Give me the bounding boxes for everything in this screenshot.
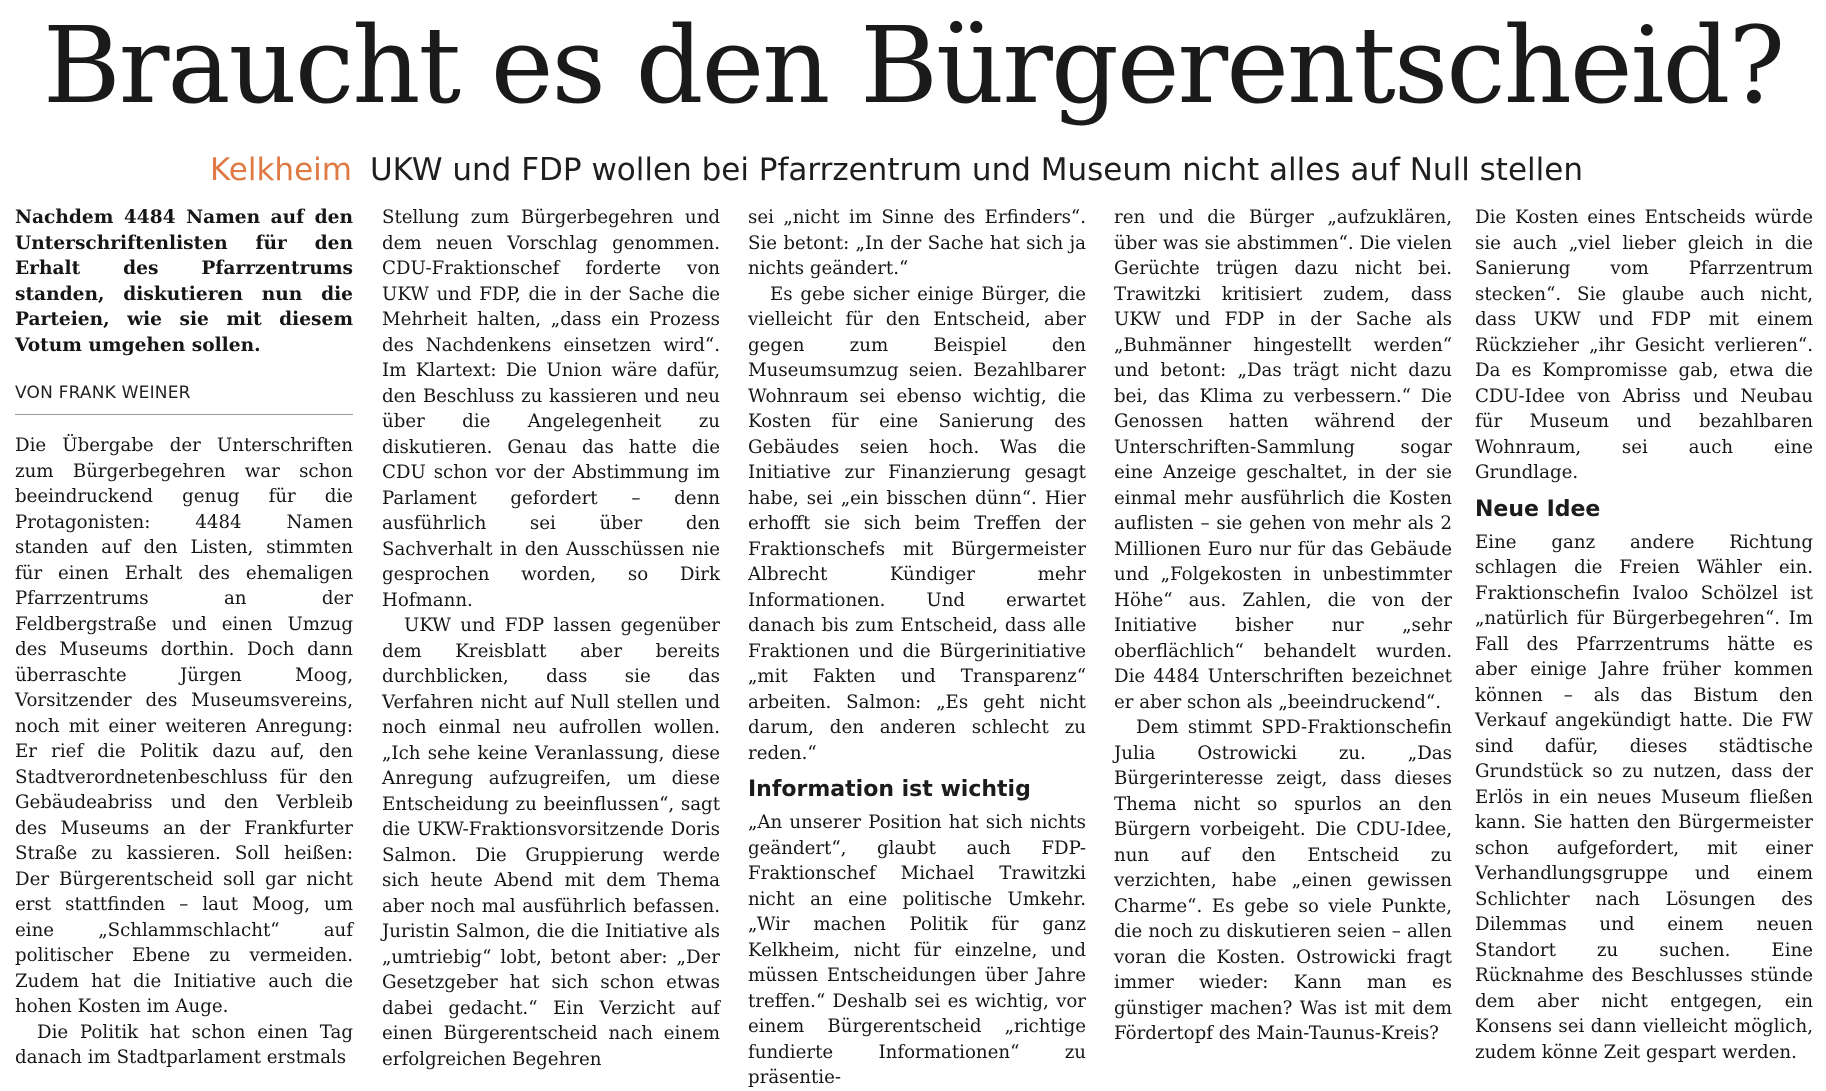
paragraph: Eine ganz andere Richtung schlagen die Freien Wähler ein. Fraktionschefin Ivaloo Schölzel ist „natürlich für Bürgerbegehren“. Im Fall des Pfarrzentrums hätte es aber einige Jahre früher kommen können – als das Bistum den Verkauf angekündigt hatte. Die FW sind dafür, dieses städtische Grundstück so zu nutzen, dass der Erlös in ein neues Museum fließen kann. Sie hatten den Bürgermeister schon aufgefordert, mit einer Verhandlungsgruppe und einem Schlichter nach Lösungen des Dilemmas und einem neuen Standort zu suchen. Eine Rücknahme des Beschlusses stünde dem aber nicht entgegen, ein Konsens sei dann vielleicht möglich, zudem könne Zeit gespart werden. — [1475, 531, 1813, 1063]
byline: VON FRANK WEINER — [15, 382, 353, 415]
subhead-neue-idee: Neue Idee — [1475, 496, 1601, 522]
column-3 — [748, 205, 1086, 1088]
paragraph: Die Übergabe der Unterschriften zum Bürgerbegehren war schon beeindruckend genug für die Protagonisten: 4484 Namen standen auf den Listen, stimmten für einen Erhalt des ehemaligen Pfarrzentrums an der Feldbergstraße und einen Umzug des Museums dorthin. Doch dann überraschte Jürgen Moog, Vorsitzender des Museumsvereins, noch mit einer weiteren Anregung: Er rief die Politik dazu auf, den Stadtverordnetenbeschluss für den Gebäudeabriss und den Verbleib des Museums an der Frankfurter Straße zu kassieren. Soll heißen: Der Bürgerentscheid soll gar nicht erst stattfinden – laut Moog, um eine „Schlammschlacht“ auf politischer Ebene zu vermeiden. Zudem hat die Initiative auch die hohen Kosten im Auge. — [15, 435, 353, 1017]
column-1 — [15, 205, 353, 1068]
paragraph: Die Kosten eines Entscheids würde sie auch „viel lieber gleich in die Sanierung vom Pfarrzentrum stecken“. Sie glaube auch nicht, dass UKW und FDP mit einem Rückzieher „ihr Gesicht verlieren“. Da es Kompromisse gab, etwa die CDU-Idee von Abriss und Neubau für Museum und bezahlbaren Wohnraum, sei auch eine Grundlage. — [1475, 207, 1813, 483]
paragraph: Stellung zum Bürgerbegehren und dem neuen Vorschlag genommen. CDU-Fraktionschef forderte von UKW und FDP, die in der Sache die Mehrheit halten, „dass ein Prozess des Nachdenkens einsetzen wird“. Im Klartext: Die Union wäre dafür, den Beschluss zu kassieren und neu über die Angelegenheit zu diskutieren. Genau das hatte die CDU schon vor der Abstimmung im Parlament gefordert – denn ausführlich sei über den Sachverhalt in den Ausschüssen nie gesprochen worden, so Dirk Hofmann. — [382, 207, 720, 611]
paragraph: sei „nicht im Sinne des Erfinders“. Sie betont: „In der Sache hat sich ja nichts geändert.“ — [748, 207, 1086, 279]
subheadline: UKW und FDP wollen bei Pfarrzentrum und Museum nicht alles auf Null stellen — [369, 152, 1583, 188]
paragraph: Die Politik hat schon einen Tag danach im Stadtparlament erstmals — [15, 1021, 353, 1068]
intro-text: Nachdem 4484 Namen auf den Unterschriftenlisten für den Erhalt des Pfarrzentrums standen, diskutieren nun die Parteien, wie sie mit diesem Votum umgehen sollen. — [15, 207, 353, 356]
paragraph: ren und die Bürger „aufzuklären, über was sie abstimmen“. Die vielen Gerüchte trügen dazu nicht bei. Trawitzki kritisiert zudem, dass UKW und FDP in der Sache als „Buhmänner hingestellt werden“ und betont: „Das trägt nicht dazu bei, das Klima zu verbessern.“ Die Genossen hatten während der Unterschriften-Sammlung sogar eine Anzeige geschaltet, in der sie einmal mehr ausführlich die Kosten auflisten – sie gehen von mehr als 2 Millionen Euro nur für das Gebäude und „Folgekosten in unbestimmter Höhe“ aus. Zahlen, die von der Initiative bisher nur „sehr oberflächlich“ behandelt wurden. Die 4484 Unterschriften bezeichnet er aber schon als „beeindruckend“. — [1114, 207, 1452, 713]
subhead-information: Information ist wichtig — [748, 777, 1031, 802]
article-columns — [15, 205, 1815, 1088]
paragraph: UKW und FDP lassen gegenüber dem Kreisblatt aber bereits durchblicken, dass sie das Verfahren nicht auf Null stellen und noch einmal neu aufrollen wollen. „Ich sehe keine Veranlassung, diese Anregung aufzugreifen, um diese Entscheidung zu beeinflussen“, sagt die UKW-Fraktionsvorsitzende Doris Salmon. Die Gruppierung werde sich heute Abend mit dem Thema aber noch mal ausführlich befassen. Juristin Salmon, die die Initiative als „umtriebig“ lobt, betont aber: „Der Gesetzgeber hat sich schon etwas dabei gedacht.“ Ein Verzicht auf einen Bürgerentscheid nach einem erfolgreichen Begehren — [382, 615, 720, 1070]
paragraph: „An unserer Position hat sich nichts geändert“, glaubt auch FDP-Fraktionschef Michael Trawitzki nicht an eine politische Umkehr. „Wir machen Politik für ganz Kelkheim, nicht für einzelne, und müssen Entscheidungen über Jahre treffen.“ Deshalb sei es wichtig, vor einem Bürgerentscheid „richtige fundierte Informationen“ zu präsentie- — [748, 812, 1086, 1088]
headline: Braucht es den Bürgerentscheid? — [42, 4, 1784, 127]
paragraph: Dem stimmt SPD-Fraktionschefin Julia Ostrowicki zu. „Das Bürgerinteresse zeigt, dass dieses Thema nicht so spurlos an den Bürgern vorbeigeht. Die CDU-Idee, nun auf den Entscheid zu verzichten, habe „einen gewissen Charme“. Es gebe so viele Punkte, die noch zu diskutieren seien – allen voran die Kosten. Ostrowicki fragt immer wieder: Kann man es günstiger machen? Was ist mit dem Fördertopf des Main-Taunus-Kreis? — [1114, 717, 1452, 1044]
paragraph: Es gebe sicher einige Bürger, die vielleicht für den Entscheid, aber gegen zum Beispiel den Museumsumzug seien. Bezahlbarer Wohnraum sei ebenso wichtig, die Kosten für eine Sanierung des Gebäudes seien hoch. Was die Initiative zur Finanzierung gesagt habe, sei „ein bisschen dünn“. Hier erhofft sie sich beim Treffen der Fraktionschefs mit Bürgermeister Albrecht Kündiger mehr Informationen. Und erwartet danach bis zum Entscheid, dass alle Fraktionen und die Bürgerinitiative „mit Fakten und Transparenz“ arbeiten. Salmon: „Es geht nicht darum, den anderen schlecht zu reden.“ — [748, 283, 1086, 764]
column-5 — [1475, 205, 1813, 1065]
subheadline-row — [210, 150, 1810, 190]
column-4 — [1114, 205, 1452, 1065]
column-2 — [382, 205, 720, 1070]
kicker-location: Kelkheim — [210, 152, 352, 188]
